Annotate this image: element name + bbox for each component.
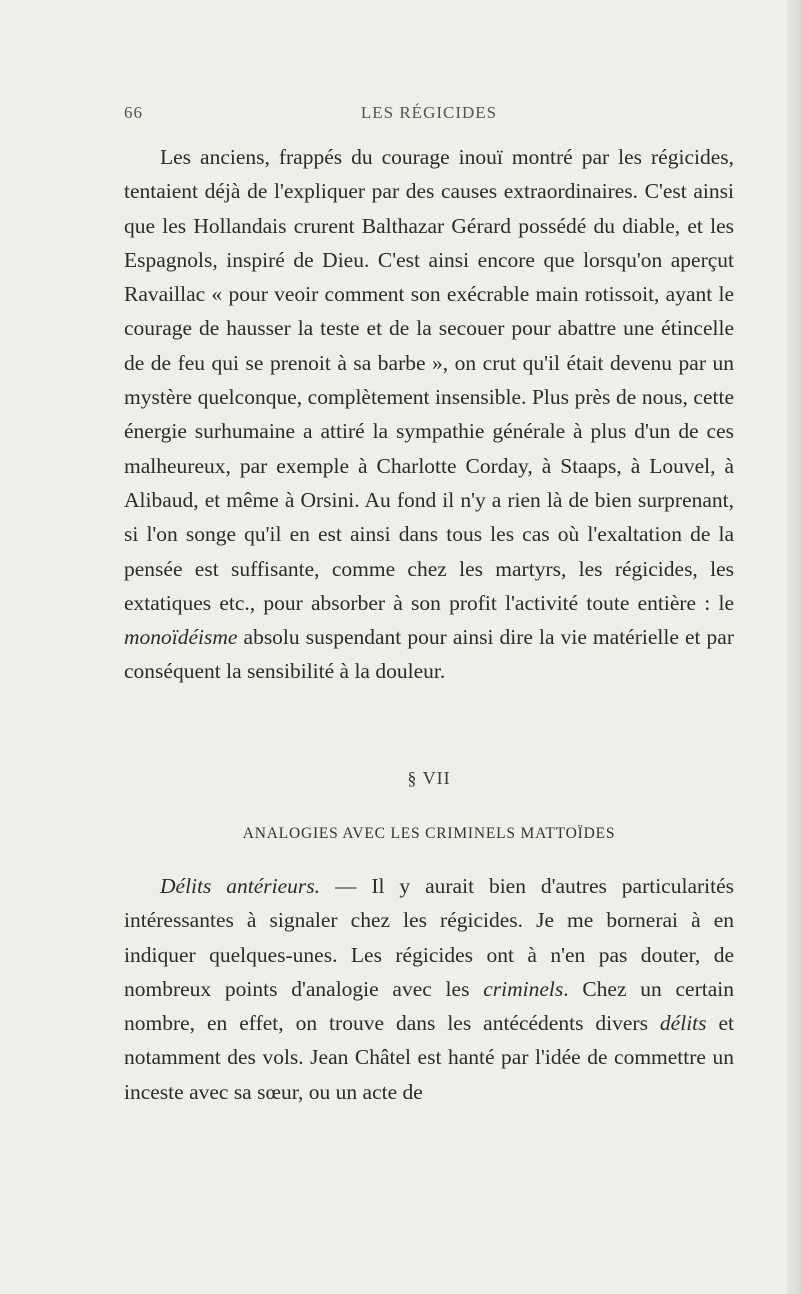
running-head <box>124 103 734 127</box>
paragraph-1-end: absolu suspendant pour ainsi dire la vie matérielle et par conséquent la sensibilité à la douleur. <box>124 625 734 684</box>
section-heading: ANALOGIES AVEC LES CRIMINELS MATTOÏDES <box>242 825 616 842</box>
paragraph-2 <box>124 869 734 1109</box>
page-number: 66 <box>124 103 143 122</box>
paragraph-1 <box>124 140 734 689</box>
paragraph-1-main: Les anciens, frappés du courage inouï montré par les régicides, tentaient déjà de l'expliquer par des causes extraordinaires. C'est ainsi que les Hollandais crurent Balthazar Gérard possédé du diable, et les Espagnols, inspiré de Dieu. C'est ainsi encore que lorsqu'on aperçut Ravaillac « pour veoir comment son exécrable main rotissoit, ayant le courage de hausser la teste et de la secouer pour abattre une étincelle de de feu qui se prenoit à sa barbe », on crut qu'il était devenu par un mystère quelconque, complètement insensible. Plus près de nous, cette énergie surhumaine a attiré la sympathie générale à plus d'un de ces malheureux, par exemple à Charlotte Corday, à Staaps, à Louvel, à Alibaud, et même à Orsini. Au fond il n'y a rien là de bien surprenant, si l'on songe qu'il en est ainsi dans tous les cas où l'exaltation de la pensée est suffisante, comme chez les martyrs, les régicides, les extatiques etc., pour absorber à son profit l'activité toute entière : le <box>124 145 734 615</box>
paragraph-1-italic-term: monoïdéisme <box>124 625 238 650</box>
paragraph-2-part-a: — Il y aurait bien d'autres particularités intéressantes à signaler chez les régicides. Je me bornerai à en indiquer quelques-unes. Les régicides ont à n'en pas douter, de nombreux points d'analogie avec les <box>124 874 734 1001</box>
paragraph-2-italic-criminels: criminels <box>483 976 564 1001</box>
paragraph-2-part-c: et notamment des vols. Jean Châtel est hanté par l'idée de commettre un inceste avec sa sœur, ou un acte de <box>124 1011 734 1104</box>
running-title: LES RÉGICIDES <box>360 103 498 122</box>
paragraph-2-part-b: . Chez un certain nombre, en effet, on trouve dans les antécédents divers <box>124 976 734 1036</box>
paragraph-2-italic-delits: délits <box>659 1011 707 1036</box>
paragraph-2-text <box>124 869 734 1109</box>
page-edge-shadow <box>787 0 801 1294</box>
paragraph-2-lead: Délits antérieurs. <box>160 874 321 898</box>
paragraph-1-text <box>124 140 734 689</box>
section-number: § VII <box>407 768 451 788</box>
